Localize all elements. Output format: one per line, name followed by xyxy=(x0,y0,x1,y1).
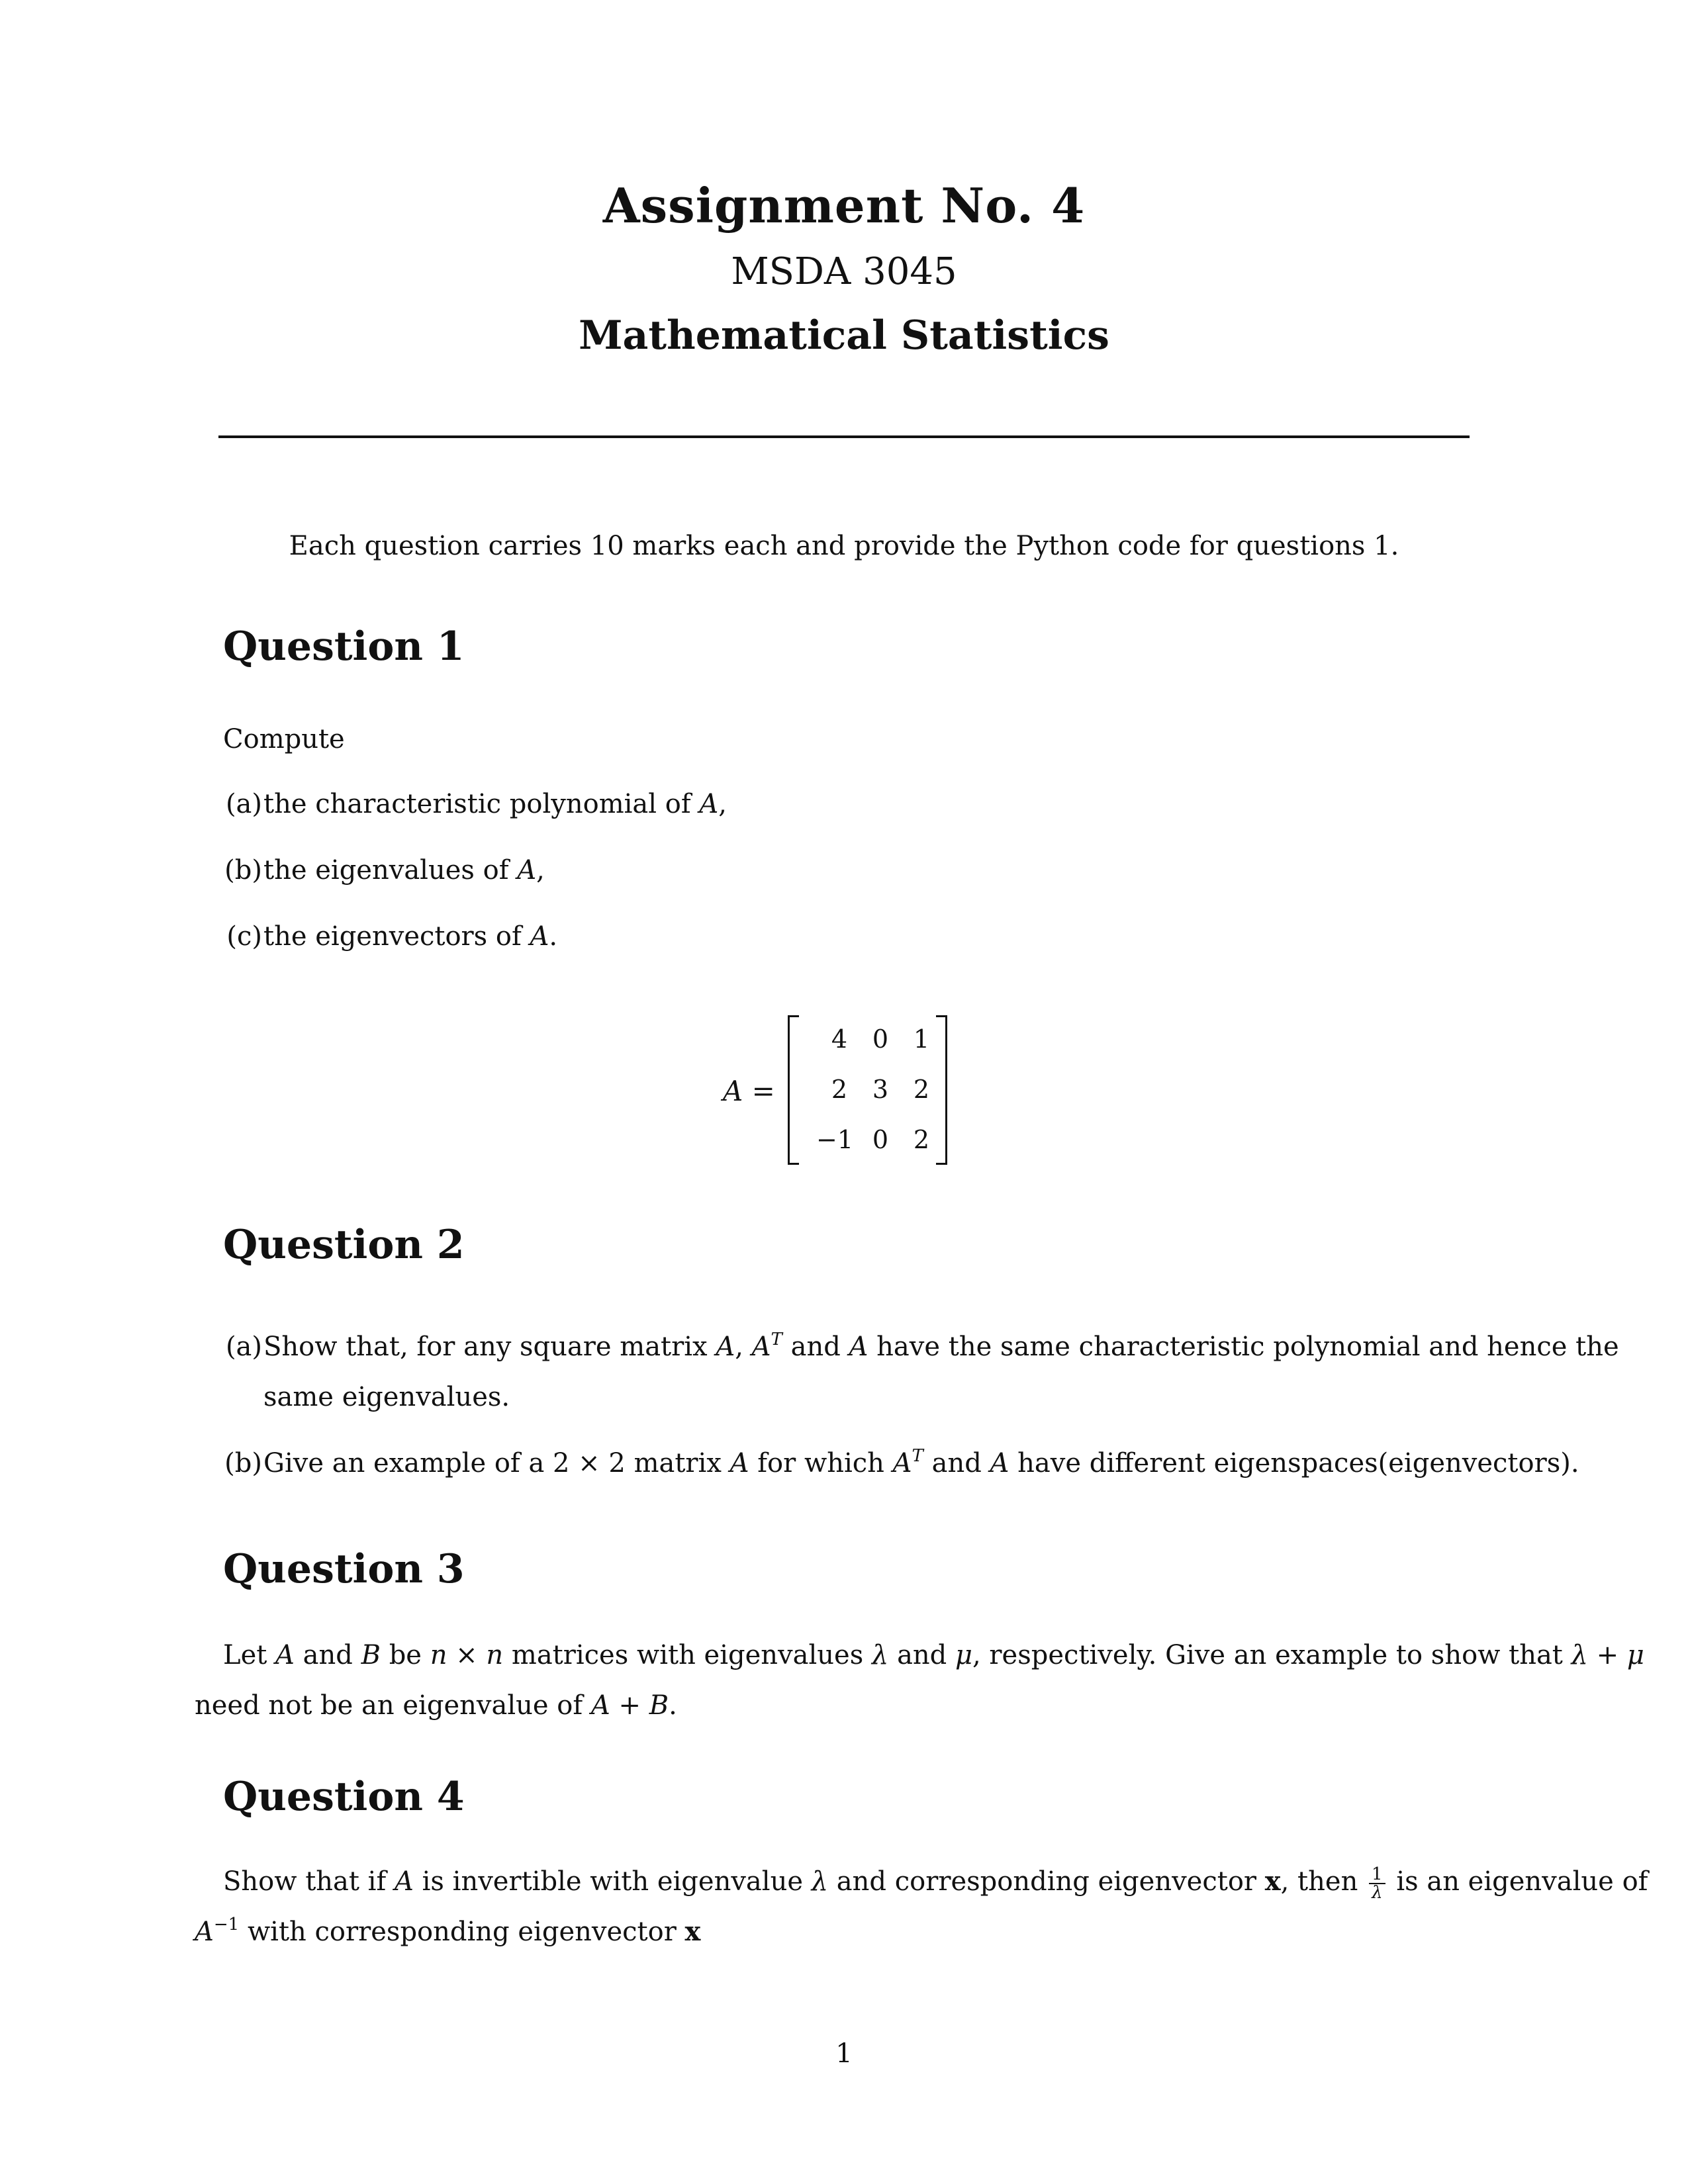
matrix-var: A xyxy=(530,921,549,952)
text: is invertible with eigenvalue xyxy=(422,1866,803,1897)
transpose-superscript: T xyxy=(912,1446,923,1466)
question-1-heading: Question 1 xyxy=(223,623,465,670)
question-1-item-c xyxy=(213,920,558,953)
item-text: Give an example of a 2 × 2 matrix xyxy=(263,1448,722,1479)
question-2-heading: Question 2 xyxy=(223,1222,465,1268)
text: need not be an eigenvalue of xyxy=(195,1690,583,1721)
sum-expr: A + B xyxy=(590,1690,669,1721)
question-3-heading: Question 3 xyxy=(223,1546,465,1592)
matrix-cell: 0 xyxy=(872,1024,889,1054)
lambda-symbol: λ xyxy=(871,1640,889,1670)
question-3-line-1 xyxy=(223,1639,1644,1672)
question-1-intro: Compute xyxy=(223,724,345,754)
item-label: (b) xyxy=(224,1448,262,1479)
item-punct: . xyxy=(549,921,558,952)
fraction-denominator: λ xyxy=(1372,1883,1383,1903)
item-punct: , xyxy=(735,1332,743,1362)
item-text: and xyxy=(790,1332,841,1362)
dimension-expr: n × n xyxy=(430,1640,504,1670)
text: and xyxy=(303,1640,353,1670)
matrix-label: A = xyxy=(723,1075,775,1107)
matrix-var: A xyxy=(892,1448,912,1479)
item-text: for which xyxy=(757,1448,884,1479)
item-label: (a) xyxy=(225,1332,262,1362)
page-number: 1 xyxy=(835,2038,853,2069)
text: and corresponding eigenvector xyxy=(836,1866,1257,1897)
matrix-var: A xyxy=(729,1448,749,1479)
item-label: (a) xyxy=(225,789,262,819)
vector-x: x xyxy=(1264,1866,1281,1897)
course-code: MSDA 3045 xyxy=(731,250,957,293)
text: Show that if xyxy=(223,1866,387,1897)
matrix-var: B xyxy=(361,1640,381,1670)
question-2-item-a-cont: same eigenvalues. xyxy=(263,1382,510,1412)
matrix-cell: 2 xyxy=(913,1075,930,1104)
transpose-superscript: T xyxy=(771,1330,782,1349)
text: , respectively. Give an example to show that xyxy=(972,1640,1563,1670)
text: with corresponding eigenvector xyxy=(247,1917,677,1947)
item-text: Show that, for any square matrix xyxy=(263,1332,708,1362)
question-3-line-2 xyxy=(195,1689,677,1722)
question-2-item-b xyxy=(213,1446,1579,1480)
text: and xyxy=(897,1640,947,1670)
matrix-var: A xyxy=(751,1332,771,1362)
matrix-var: A xyxy=(699,789,719,819)
text: . xyxy=(669,1690,677,1721)
item-text: the characteristic polynomial of xyxy=(263,789,691,819)
text: matrices with eigenvalues xyxy=(511,1640,864,1670)
question-2-item-a xyxy=(213,1330,1619,1363)
item-label: (b) xyxy=(224,855,262,886)
document-title: Assignment No. 4 xyxy=(602,177,1086,234)
item-punct: , xyxy=(536,855,545,886)
text: is an eigenvalue of xyxy=(1396,1866,1648,1897)
fraction-numerator: 1 xyxy=(1369,1866,1385,1884)
item-text: the eigenvalues of xyxy=(263,855,509,886)
matrix-var: A xyxy=(195,1917,214,1947)
text: , then xyxy=(1280,1866,1358,1897)
item-text: the eigenvectors of xyxy=(263,921,522,952)
question-4-line-1 xyxy=(223,1865,1648,1901)
vector-x: x xyxy=(684,1916,701,1947)
matrix-cell: 3 xyxy=(872,1075,889,1104)
matrix-cell: 1 xyxy=(913,1024,930,1054)
matrix-var: A xyxy=(716,1332,735,1362)
matrix-cell: −1 xyxy=(816,1125,854,1154)
matrix-var: A xyxy=(275,1640,295,1670)
matrix-cell: 2 xyxy=(913,1125,930,1154)
matrix-var: A xyxy=(395,1866,414,1897)
matrix-cell: 0 xyxy=(872,1125,889,1154)
item-label: (c) xyxy=(226,921,262,952)
text: be xyxy=(389,1640,422,1670)
matrix-var: A xyxy=(990,1448,1009,1479)
fraction-one-over-lambda xyxy=(1369,1866,1385,1901)
inverse-superscript: −1 xyxy=(213,1915,240,1934)
text: Let xyxy=(223,1640,267,1670)
question-1-item-a xyxy=(213,788,727,821)
lambda-symbol: λ xyxy=(811,1866,829,1897)
header-divider xyxy=(218,435,1470,438)
matrix-var: A xyxy=(849,1332,868,1362)
item-text: have different eigenspaces(eigenvectors). xyxy=(1017,1448,1579,1479)
item-punct: , xyxy=(718,789,727,819)
question-4-line-2 xyxy=(195,1915,700,1948)
matrix-cell: 2 xyxy=(831,1075,848,1104)
instructions: Each question carries 10 marks each and provide the Python code for questions 1. xyxy=(289,531,1399,561)
item-text: have the same characteristic polynomial and hence the xyxy=(876,1332,1619,1362)
matrix-left-bracket xyxy=(788,1015,799,1165)
matrix-var: A xyxy=(517,855,537,886)
course-subject: Mathematical Statistics xyxy=(579,312,1109,359)
question-4-heading: Question 4 xyxy=(223,1774,465,1820)
mu-symbol: μ xyxy=(955,1640,972,1670)
sum-expr: λ + μ xyxy=(1571,1640,1644,1670)
matrix-cell: 4 xyxy=(831,1024,848,1054)
item-text: and xyxy=(931,1448,982,1479)
question-1-item-b xyxy=(213,854,545,887)
